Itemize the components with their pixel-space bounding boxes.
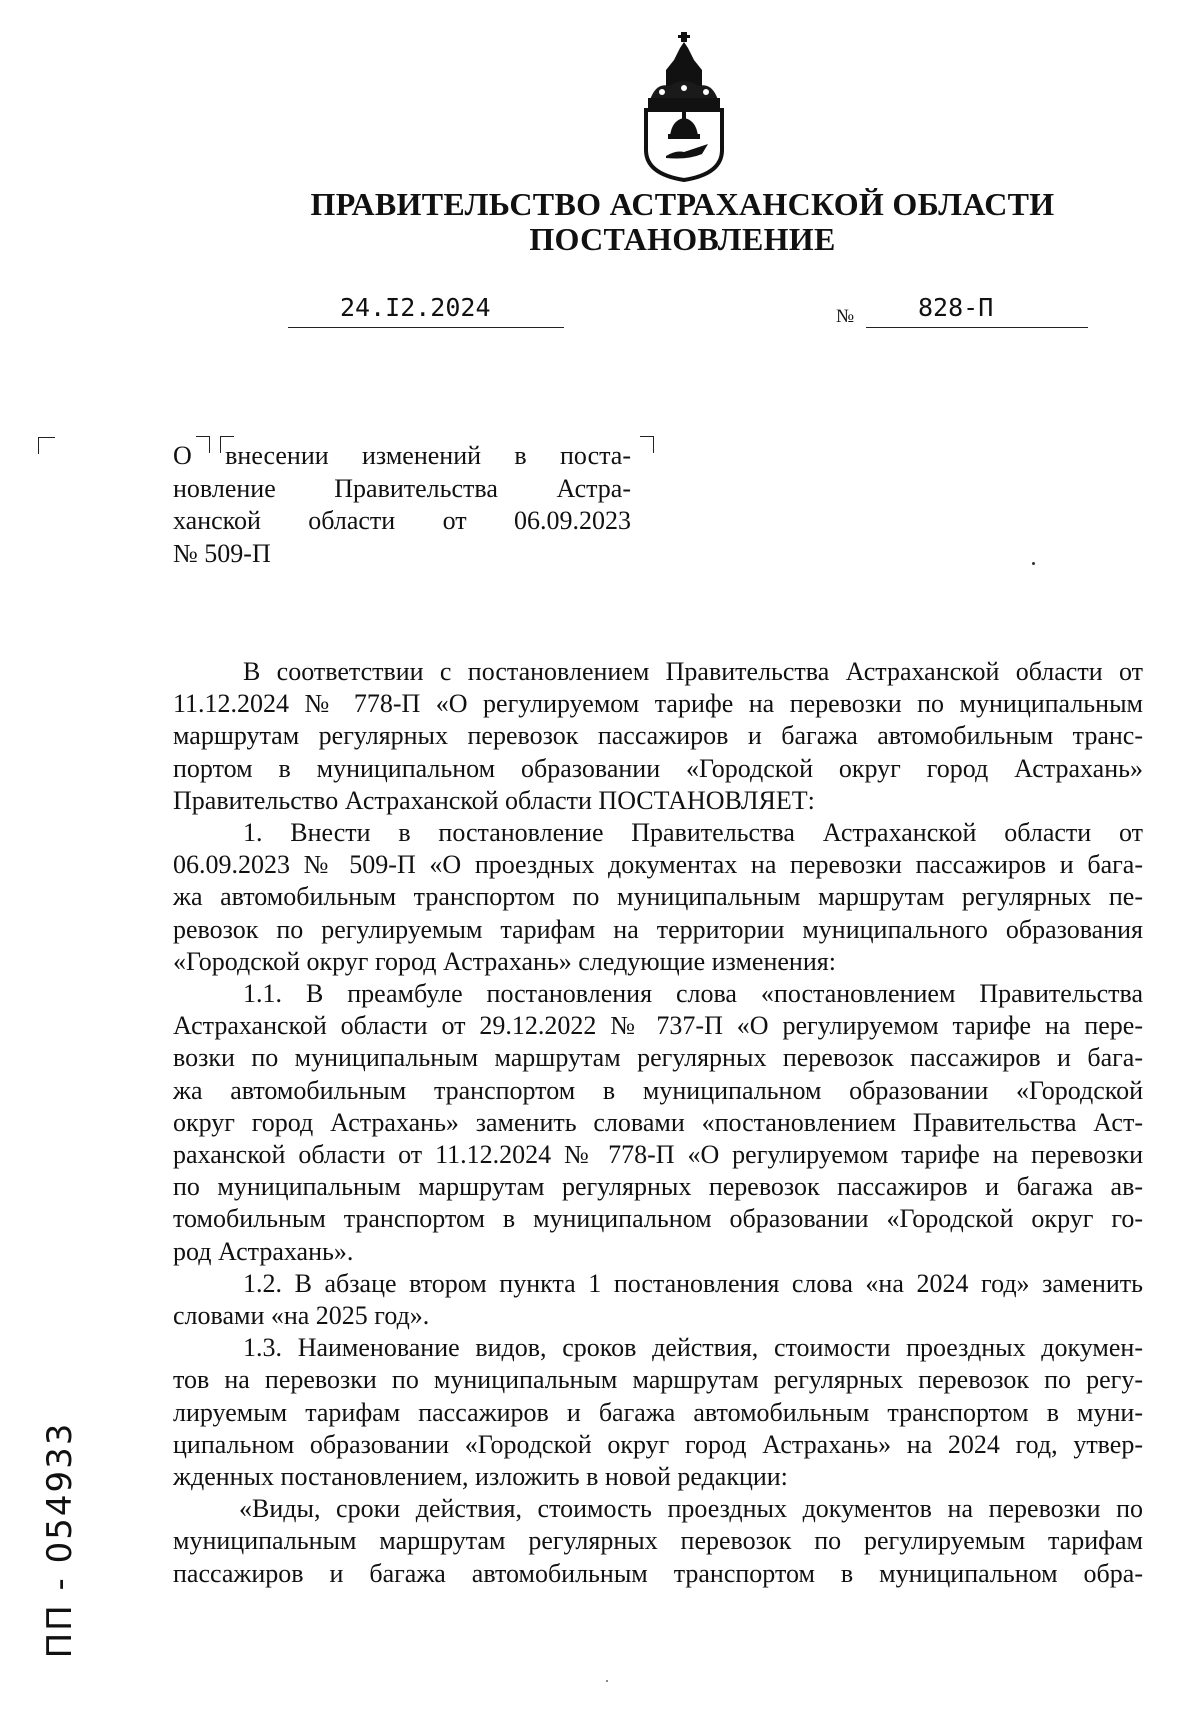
body-line: жа автомобильным транспортом по муниципальным маршрутам регулярных пе-	[173, 882, 1143, 912]
body-line: Правительство Астраханской области ПОСТАНОВЛЯЕТ:	[173, 785, 815, 815]
subject-line: новление Правительства Астра-	[173, 473, 631, 503]
body-line: «Виды, сроки действия, стоимость проездных документов на перевозки по	[239, 1494, 1143, 1524]
body-line: 1.2. В абзаце втором пункта 1 постановления слова «на 2024 год» заменить	[243, 1268, 1143, 1298]
body-line: по муниципальным маршрутам регулярных перевозок пассажиров и багажа ав-	[173, 1172, 1143, 1202]
body-line: раханской области от 11.12.2024 № 778-П «О регулируемом тарифе на перевозки	[173, 1140, 1143, 1170]
number-label: №	[836, 306, 855, 327]
document-date: 24.I2.2024	[340, 293, 491, 322]
body-line: пассажиров и багажа автомобильным транспортом в муниципальном обра-	[173, 1558, 1143, 1588]
body-line: ципальном образовании «Городской округ город Астрахань» на 2024 год, утвер-	[173, 1429, 1143, 1459]
document-subject	[173, 440, 631, 570]
body-line: 11.12.2024 № 778-П «О регулируемом тарифе на перевозки по муниципальным	[173, 689, 1143, 719]
body-line: 1. Внести в постановление Правительства Астраханской области от	[243, 818, 1143, 848]
body-line: возки по муниципальным маршрутам регулярных перевозок пассажиров и бага-	[173, 1043, 1143, 1073]
body-line: портом в муниципальном образовании «Городской округ город Астрахань»	[173, 753, 1143, 783]
body-line: муниципальным маршрутам регулярных перевозок по регулируемым тарифам	[173, 1526, 1143, 1556]
body-line: округ город Астрахань» заменить словами «постановлением Правительства Аст-	[173, 1107, 1143, 1137]
body-line: род Астрахань».	[173, 1236, 354, 1266]
subject-line: № 509-П	[173, 538, 271, 568]
body-line: жденных постановлением, изложить в новой редакции:	[173, 1462, 788, 1492]
body-line: 1.1. В преамбуле постановления слова «постановлением Правительства	[243, 979, 1143, 1009]
speck	[606, 1680, 608, 1682]
serial-stamp	[30, 1421, 90, 1659]
subject-line: ханской области от 06.09.2023	[173, 506, 631, 535]
body-line: В соответствии с постановлением Правительства Астраханской области от	[243, 657, 1143, 686]
government-title: ПРАВИТЕЛЬСТВО АСТРАХАНСКОЙ ОБЛАСТИ	[310, 186, 1055, 222]
document-number: 828-П	[918, 293, 994, 322]
speck	[1032, 562, 1035, 565]
document-body	[173, 656, 1143, 1590]
coat-of-arms-emblem	[636, 30, 732, 182]
body-line: 1.3. Наименование видов, сроков действия, стоимости проездных докумен-	[243, 1333, 1143, 1363]
serial-number: ПП - 054933	[40, 1421, 80, 1659]
body-line: тов на перевозки по муниципальным маршрутам регулярных перевозок по регу-	[173, 1365, 1143, 1395]
body-line: маршрутам регулярных перевозок пассажиров и багажа автомобильным транс-	[173, 721, 1143, 751]
body-line: жа автомобильным транспортом в муниципальном образовании «Городской	[173, 1075, 1143, 1105]
body-line: ревозок по регулируемым тарифам на территории муниципального образования	[173, 914, 1143, 944]
document-type-title: ПОСТАНОВЛЕНИЕ	[529, 221, 836, 257]
body-line: лируемым тарифам пассажиров и багажа автомобильным транспортом в муни-	[173, 1397, 1143, 1427]
number-field	[866, 293, 1088, 328]
corner-mark-left	[38, 437, 55, 454]
subject-line: О внесении изменений в поста-	[173, 441, 631, 470]
body-line: словами «на 2025 год».	[173, 1301, 430, 1331]
body-line: томобильным транспортом в муниципальном образовании «Городской округ го-	[173, 1204, 1143, 1234]
corner-mark-right	[640, 436, 654, 453]
date-field	[288, 293, 564, 328]
body-line: «Городской округ город Астрахань» следующие изменения:	[173, 946, 836, 976]
body-line: Астраханской области от 29.12.2022 № 737-П «О регулируемом тарифе на пере-	[173, 1011, 1143, 1041]
body-line: 06.09.2023 № 509-П «О проездных документах на перевозки пассажиров и бага-	[173, 850, 1143, 880]
